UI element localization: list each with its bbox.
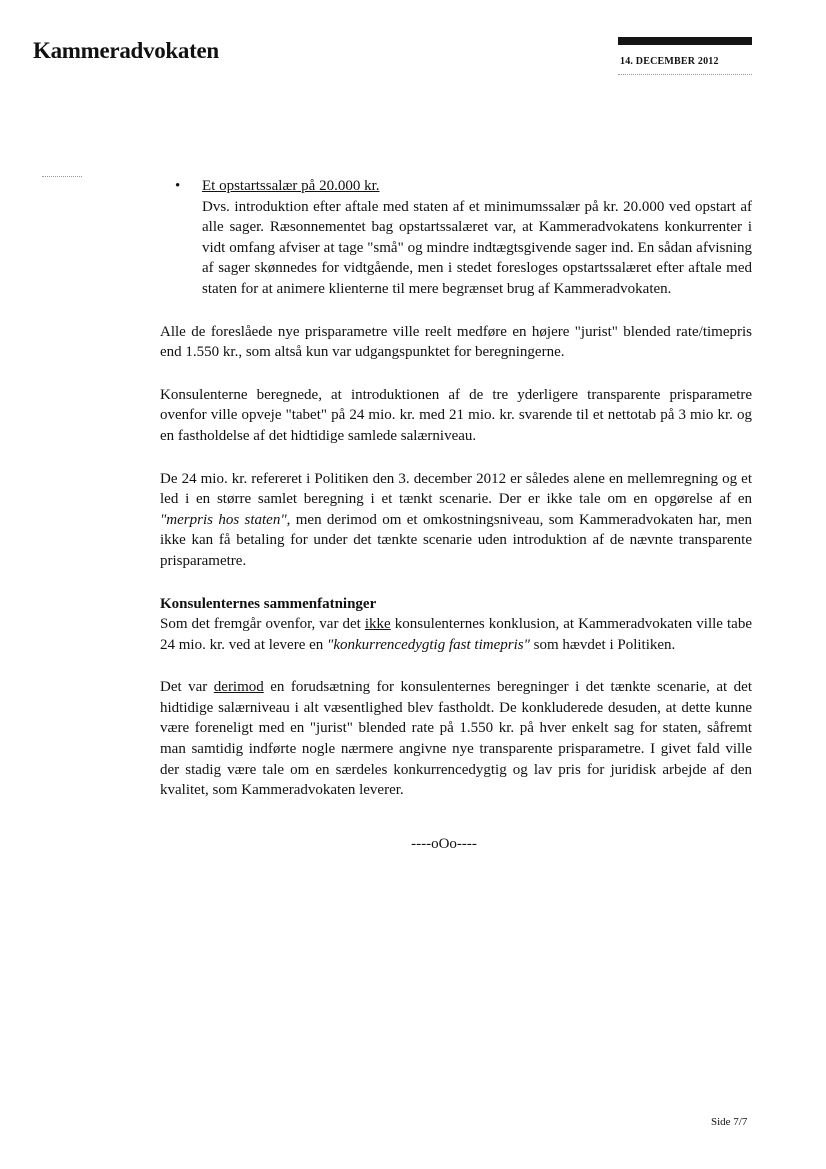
paragraph-4-underline: ikke [364,616,391,633]
paragraph-3-emphasis: "merpris hos staten" [160,511,287,528]
paragraph-4-emphasis: "konkurrencedygtig fast timepris" [327,636,530,653]
letterhead-brand: Kammeradvokaten [33,38,219,63]
document-date: 14. DECEMBER 2012 [620,56,719,67]
closing-separator: ----oOo---- [411,835,477,852]
bullet-dot-icon: • [175,178,181,194]
section-heading: Konsulenternes sammenfatninger [160,595,377,612]
paragraph-1: Alle de foreslåede nye prisparametre ville reelt medføre en højere "jurist" blended rate/timepris end 1.550 kr., som altså kun var udgangspunktet for beregningerne. [160,323,752,361]
margin-rule [42,176,82,177]
page-number: Side 7/7 [711,1116,748,1128]
bullet-text: Dvs. introduktion efter aftale med staten af et minimumssalær på kr. 20.000 ved opstart af alle sager. Ræsonnementet bag opstartssalæret var, at Kammeradvokatens konkurrenter i vidt omfang afviser at tage "små" og mindre indtægtsgivende sager ind. En sådan afvisning af sager skønnedes for vidtgående, men i stedet foresloges opstartssalæret efter aftale med staten for at animere klienterne til mere begrænset brug af Kammeradvokaten. [202,198,752,297]
paragraph-3-text-b: , men derimod om et omkostningsniveau, som Kammeradvokaten har, men ikke kan få betaling for under det tænkte scenarie uden introduktion af de nævnte transparente prisparametre. [160,511,753,569]
paragraph-4-text-c: som hævdet i Politiken. [529,636,676,653]
paragraph-5 [160,677,752,801]
bullet-title: Et opstartssalær på 20.000 kr. [202,178,380,194]
paragraph-4-text-b: konsulenternes konklusion, at Kammeradvokaten ville tabe 24 mio. kr. ved at levere en [160,616,752,653]
bullet-item [160,176,752,300]
paragraph-3-text-a: De 24 mio. kr. refereret i Politiken den 3. december 2012 er således alene en mellemregning og et led i en større samlet beregning i et tænkt scenarie. Der er ikke tale om en opgørelse af en [160,470,752,508]
date-rule [618,74,752,75]
header-date-bar [618,37,752,45]
paragraph-5-underline: derimod [213,679,264,696]
paragraph-2: Konsulenterne beregnede, at introduktionen af de tre yderligere transparente prisparametre ovenfor ville opveje "tabet" på 24 mio. kr. med 21 mio. kr. svarende til et nettotab på 3 mio kr. og en fastholdelse af det hidtidige samlede salærniveau. [160,386,752,444]
paragraph-5-text-b: en forudsætning for konsulenternes beregninger i det tænkte scenarie, at det hidtidige salærniveau i alt væsentlighed blev fastholdt. De konkluderede desuden, at dette kunne være foreneligt med en "jurist" blended rate på 1.550 kr. på hver enkelt sag for staten, såfremt man samtidig indførte nogle nærmere angivne nye transparente prisparametre. I givet fald ville der stadig være tale om en særdeles konkurrencedygtig og lav pris for juridisk arbejde af den kvalitet, som Kammeradvokaten leverer. [160,679,753,799]
paragraph-5-text-a: Det var [160,679,214,696]
document-body [160,176,752,876]
paragraph-4-text-a: Som det fremgår ovenfor, var det [160,616,365,633]
paragraph-4 [160,594,752,656]
paragraph-3 [160,469,752,572]
